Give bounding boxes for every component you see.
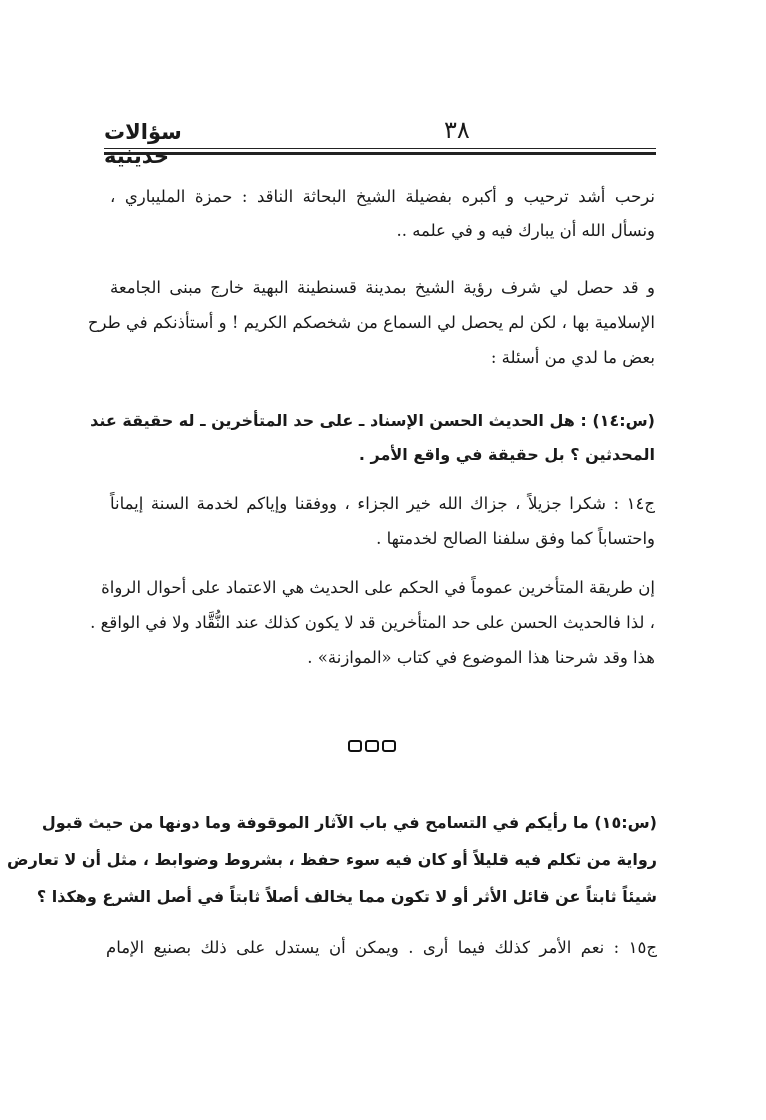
text-line: و قد حصل لي شرف رؤية الشيخ بمدينة قسنطينة البهية خارج مبنى الجامعة <box>110 278 655 297</box>
text-line: رواية من تكلم فيه قليلاً أو كان فيه سوء حفظ ، بشروط وضوابط ، مثل أن لا تعارض <box>7 850 657 869</box>
separator-box-icon <box>365 740 379 752</box>
text-line: ونسأل الله أن يبارك فيه و في علمه .. <box>396 221 655 240</box>
text-line: بعض ما لدي من أسئلة : <box>490 348 655 367</box>
text-line: نرحب أشد ترحيب و أكبره بفضيلة الشيخ البحاثة الناقد : حمزة المليباري ، <box>110 187 655 206</box>
text-line: واحتساباً كما وفق سلفنا الصالح لخدمتها . <box>376 529 655 548</box>
page-number: ٣٨ <box>444 116 470 144</box>
text-line: ج١٤ : شكرا جزيلاً ، جزاك الله خير الجزاء ، ووفقنا وإياكم لخدمة السنة إيماناً <box>110 494 655 513</box>
separator-box-icon <box>348 740 362 752</box>
text-line: (س:١٤) : هل الحديث الحسن الإسناد ـ على حد المتأخرين ـ له حقيقة عند <box>90 411 655 430</box>
answer-15 <box>106 930 657 966</box>
page-header <box>104 108 656 168</box>
answer-14-continued <box>90 570 655 675</box>
text-line: ج١٥ : نعم الأمر كذلك فيما أرى . ويمكن أن يستدل على ذلك بصنيع الإمام <box>106 938 657 957</box>
answer-14 <box>110 486 655 556</box>
question-14 <box>90 404 655 472</box>
text-line: شيئاً ثابتاً عن قائل الأثر أو لا تكون مما يخالف أصلاً ثابتاً في أصل الشرع وهكذا ؟ <box>36 887 657 906</box>
question-15 <box>7 804 657 915</box>
running-title: سؤالات حديثية <box>104 120 182 168</box>
text-line: الإسلامية بها ، لكن لم يحصل لي السماع من شخصكم الكريم ! و أستأذنكم في طرح <box>87 313 655 332</box>
header-rule-thick <box>104 152 656 155</box>
text-line: المحدثين ؟ بل حقيقة في واقع الأمر . <box>358 445 655 464</box>
separator-box-icon <box>382 740 396 752</box>
header-rule-thin <box>104 148 656 149</box>
text-line: هذا وقد شرحنا هذا الموضوع في كتاب «الموازنة» . <box>307 648 655 667</box>
text-line: ، لذا فالحديث الحسن على حد المتأخرين قد لا يكون كذلك عند النُّقَّاد ولا في الواقع . <box>90 613 655 632</box>
paragraph-visit <box>87 270 655 375</box>
text-line: إن طريقة المتأخرين عموماً في الحكم على الحديث هي الاعتماد على أحوال الرواة <box>101 578 655 597</box>
text-line: (س:١٥) ما رأيكم في التسامح في باب الآثار الموقوفة وما دونها من حيث قبول <box>41 813 657 832</box>
section-separator <box>348 740 396 752</box>
paragraph-intro <box>110 180 655 248</box>
